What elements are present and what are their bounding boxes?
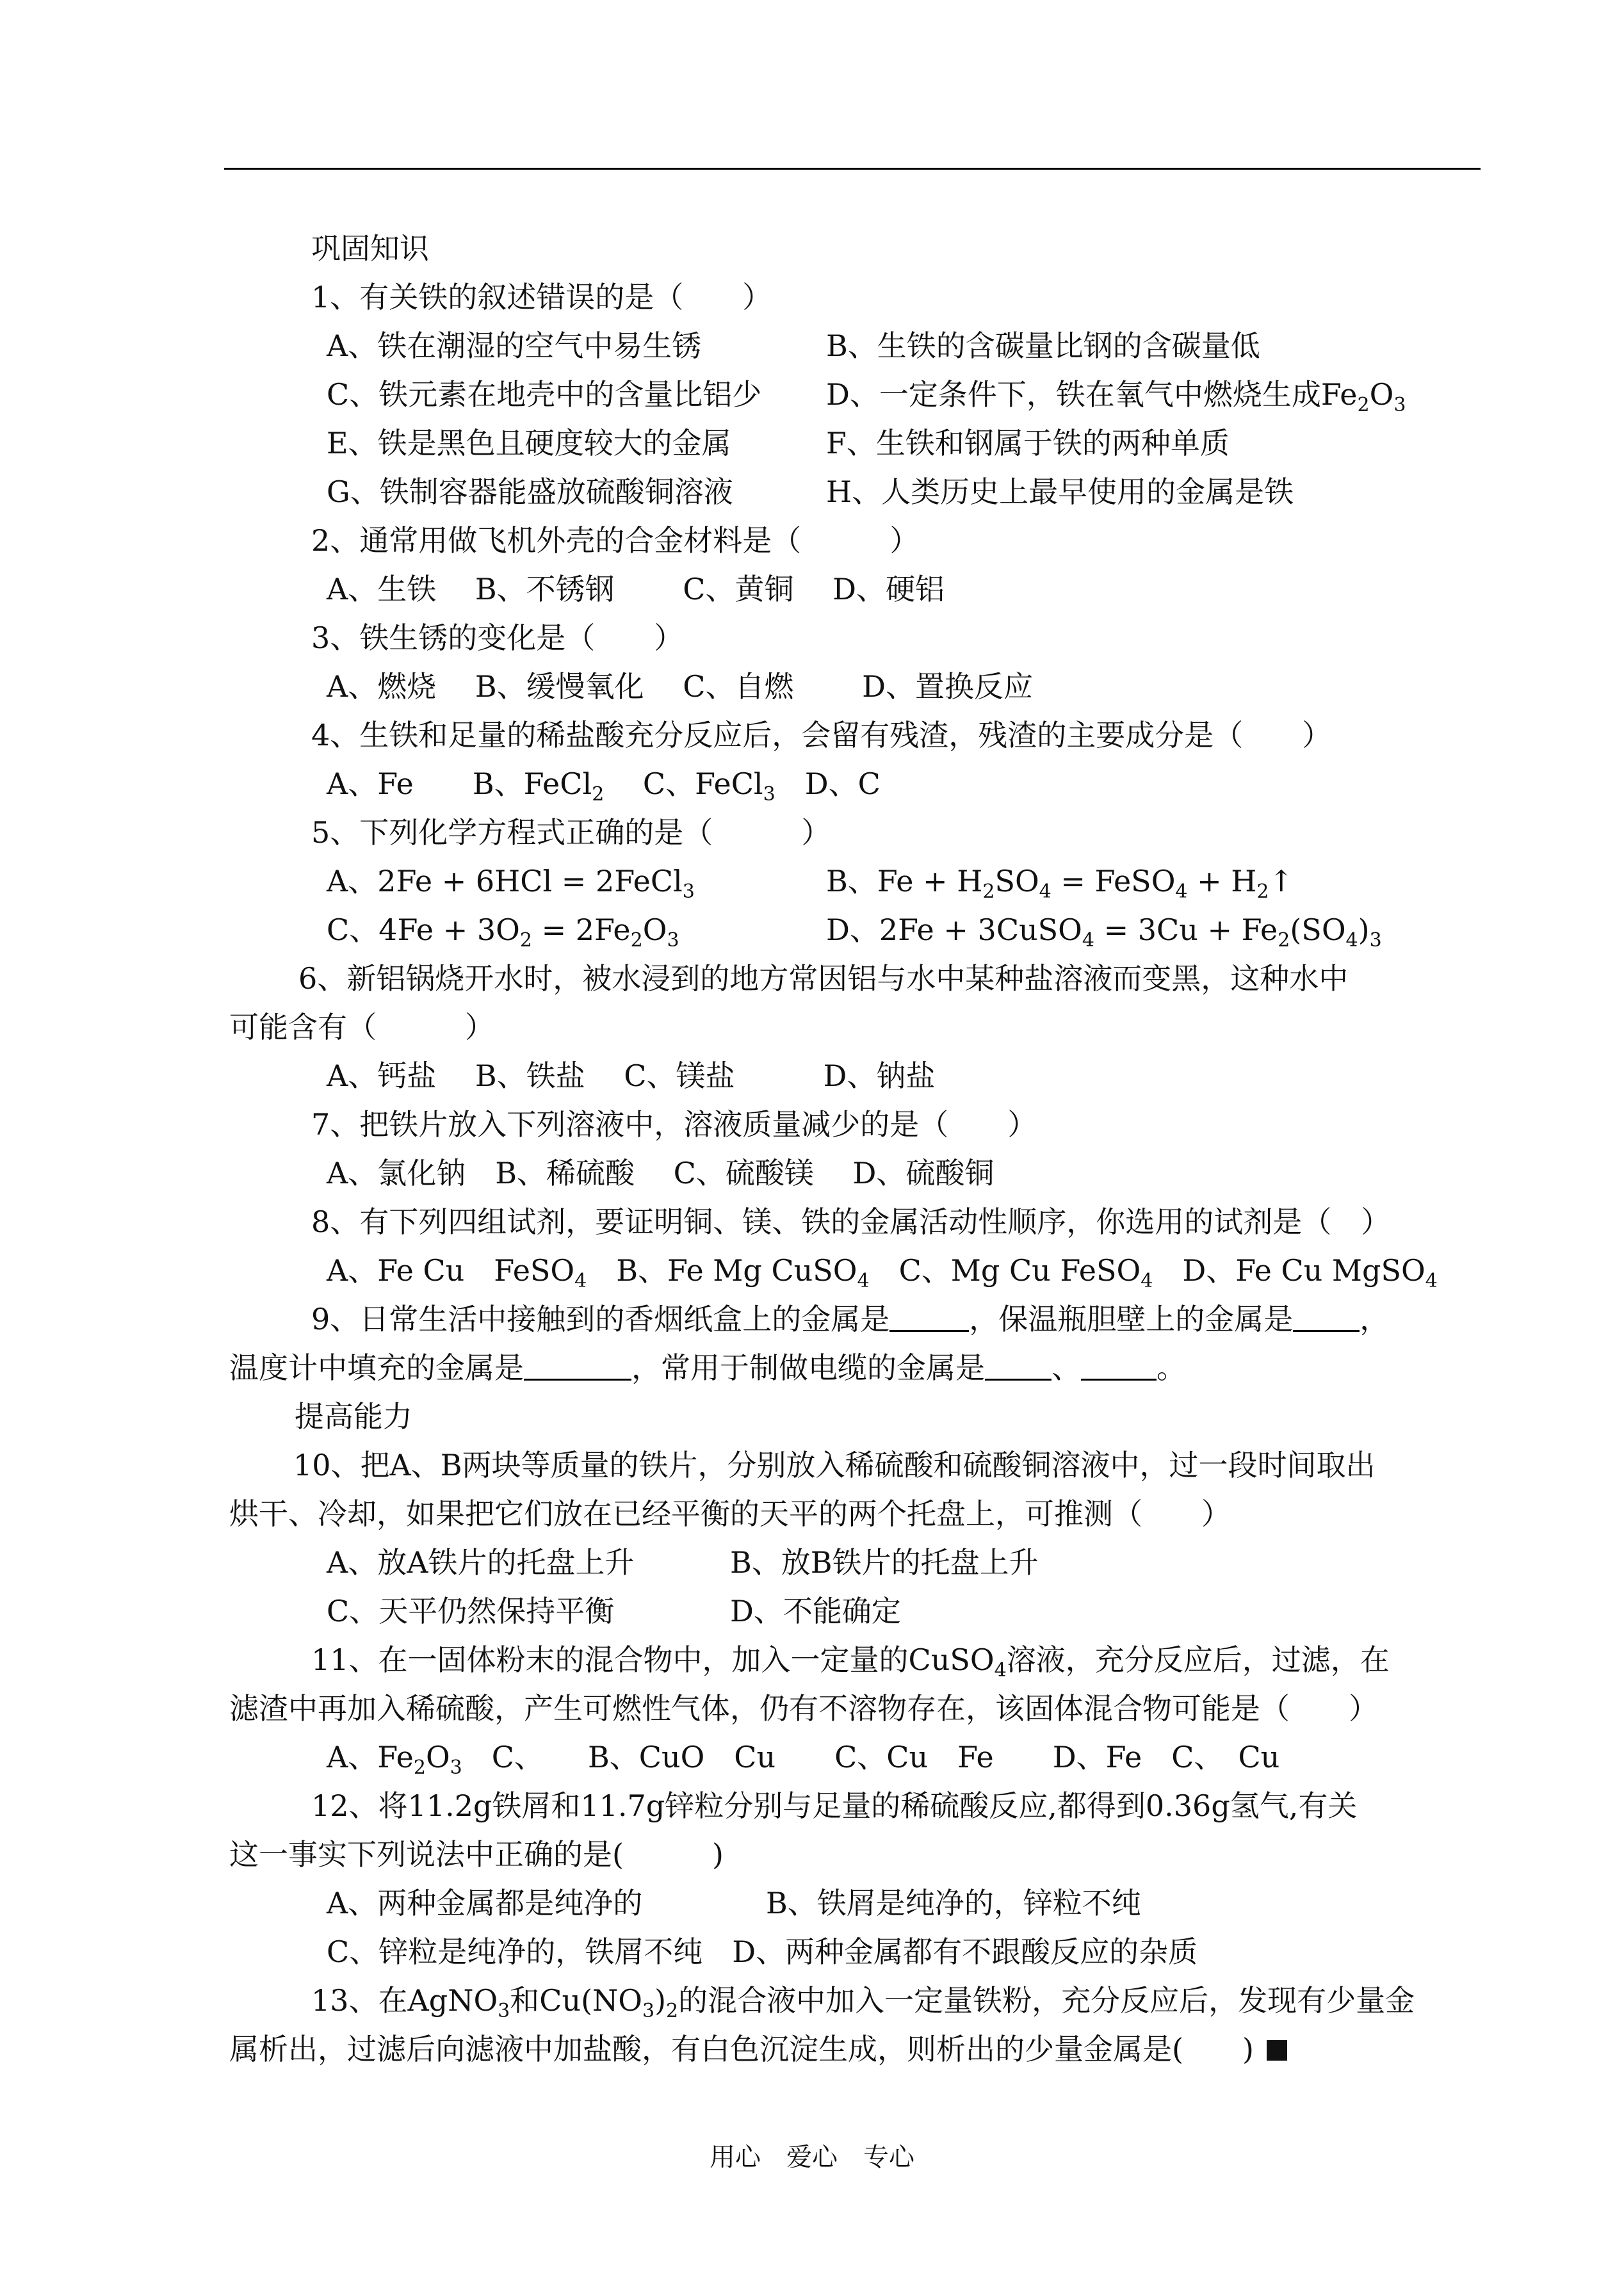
q11-options: A、$Fe_2O_3$ C、 B、CuO Cu C、Cu Fe D、Fe C、 Cu [327,1740,1280,1779]
page-footer: 用心 爱心 专心 [710,2143,914,2172]
q1-option-e: E、铁是黑色且硬度较大的金属 [327,426,731,460]
q1-option-a: A、铁在潮湿的空气中易生锈 [327,328,702,363]
q2-options: A、生铁 B、不锈钢 C、黄铜 D、硬铝 [327,572,945,606]
q12-option-a: A、两种金属都是纯净的 [327,1886,643,1920]
question-4: 4、生铁和足量的稀盐酸充分反应后，会留有残渣，残渣的主要成分是（ ） [311,718,1332,752]
end-square-icon [1267,2040,1287,2061]
q6-options: A、钙盐 B、铁盐 C、镁盐 D、钠盐 [327,1058,936,1093]
q10-option-d: D、不能确定 [730,1594,901,1628]
q5-option-b: B、$Fe + H_2SO_4$ = FeSO$_4$ + $H_2↑$ [826,864,1294,903]
question-10-line-2: 烘干、冷却，如果把它们放在已经平衡的天平的两个托盘上，可推测（ ） [229,1496,1231,1531]
q5-option-d: D、2Fe + 3CuSO$_4$ = $3Cu + Fe_2(SO_4)_3$ [826,912,1382,952]
question-9-line-2: 温度计中填充的金属是 ，常用于制做电缆的金属是 、 。 [229,1350,1186,1385]
q8-options: A、Fe Cu FeSO$_4$ B、Fe Mg CuSO$_4$ C、Mg Cu FeSO$_4$ D、Fe Cu MgSO$_4$ [327,1253,1438,1292]
answer-blank-2[interactable] [1293,1304,1360,1332]
q5-option-c: C、$4Fe + 3O_2 = 2Fe_2O_3$ [327,912,679,952]
section-heading-consolidate: 巩固知识 [311,231,429,266]
q7-options: A、氯化钠 B、稀硫酸 C、硫酸镁 D、硫酸铜 [327,1156,995,1190]
q10-option-c: C、天平仍然保持平衡 [327,1594,615,1628]
question-6-line-2: 可能含有（ ） [229,1010,494,1044]
section-heading-improve: 提高能力 [295,1399,412,1434]
question-11-line-1: 11、在一固体粉末的混合物中，加入一定量的CuSO$_4$溶液，充分反应后，过滤，在 [311,1642,1390,1682]
q1-option-b: B、生铁的含碳量比钢的含碳量低 [826,328,1260,363]
q12-option-b: B、铁屑是纯净的，锌粒不纯 [766,1886,1141,1920]
question-9-line-1: 9、日常生活中接触到的香烟纸盒上的金属是 ，保温瓶胆壁上的金属是 ， [311,1302,1390,1336]
question-11-line-2: 滤渣中再加入稀硫酸，产生可燃性气体，仍有不溶物存在，该固体混合物可能是（ ） [229,1691,1378,1726]
question-12-line-1: 12、将11.2g铁屑和11.7g锌粒分别与足量的稀硫酸反应,都得到0.36g氢气,有关 [311,1788,1358,1823]
question-6-line-1: 6、新铝锅烧开水时，被水浸到的地方常因铝与水中某种盐溶液而变黑，这种水中 [298,961,1349,996]
q10-option-b: B、放B铁片的托盘上升 [730,1545,1039,1580]
q5-option-a: A、2Fe + 6HCl = 2FeCl$_3$ [327,864,695,903]
question-2: 2、通常用做飞机外壳的合金材料是（ ） [311,523,920,558]
answer-blank-5[interactable] [1081,1353,1157,1381]
question-1: 1、有关铁的叙述错误的是（ ） [311,280,772,314]
answer-blank-4[interactable] [985,1353,1052,1381]
q4-options: A、Fe B、FeCl$_2$ C、FeCl$_3$ D、C [327,766,881,806]
answer-blank-1[interactable] [889,1304,969,1332]
question-13-line-2: 属析出，过滤后向滤液中加盐酸，有白色沉淀生成，则析出的少量金属是( ) [229,2031,1287,2067]
question-10-line-1: 10、把A、B两块等质量的铁片，分别放入稀硫酸和硫酸铜溶液中，过一段时间取出 [293,1448,1376,1482]
question-7: 7、把铁片放入下列溶液中，溶液质量减少的是（ ） [311,1107,1037,1142]
q10-option-a: A、放A铁片的托盘上升 [327,1545,635,1580]
q1-option-f: F、生铁和钢属于铁的两种单质 [826,426,1230,460]
q12-options-cd: C、锌粒是纯净的，铁屑不纯 D、两种金属都有不跟酸反应的杂质 [327,1934,1198,1969]
q1-option-c: C、铁元素在地壳中的含量比铝少 [327,377,762,412]
question-8: 8、有下列四组试剂，要证明铜、镁、铁的金属活动性顺序，你选用的试剂是（ ） [311,1204,1391,1239]
question-12-line-2: 这一事实下列说法中正确的是( ) [229,1837,724,1872]
q1-option-h: H、人类历史上最早使用的金属是铁 [826,474,1294,509]
header-rule [224,168,1481,170]
question-3: 3、铁生锈的变化是（ ） [311,620,684,655]
question-13-line-1: 13、在AgNO$_3$和$Cu(NO_3)_2$的混合液中加入一定量铁粉，充分反应后，发现有少量金 [311,1983,1415,2022]
answer-blank-3[interactable] [524,1353,631,1381]
q3-options: A、燃烧 B、缓慢氧化 C、自燃 D、置换反应 [327,669,1033,704]
q1-option-d: D、一定条件下，铁在氧气中燃烧生成$Fe_2O_3$ [826,377,1406,416]
q1-option-g: G、铁制容器能盛放硫酸铜溶液 [327,474,733,509]
question-5: 5、下列化学方程式正确的是（ ） [311,815,831,850]
